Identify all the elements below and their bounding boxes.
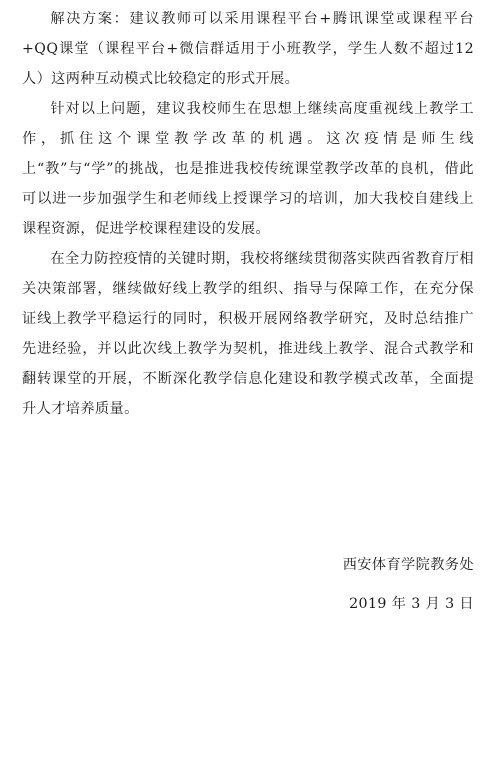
document-body <box>22 0 474 424</box>
signoff-organization: 西安体育学院教务处 <box>342 557 474 573</box>
paragraph-suggestion: 针对以上问题，建议我校师生在思想上继续高度重视线上教学工作，抓住这个课堂教学改革的机遇。这次疫情是师生线上“教”与“学”的挑战，也是推进我校传统课堂教学改革的良机，借此可以进一步加强学生和老师线上授课学习的培训，加大我校自建线上课程资源，促进学校课程建设的发展。 <box>22 101 474 237</box>
paragraph-solution: 解决方案：建议教师可以采用课程平台+腾讯课堂或课程平台+QQ课堂（课程平台+微信群适用于小班教学，学生人数不超过12人）这两种互动模式比较稳定的形式开展。 <box>22 11 474 87</box>
paragraph-plan: 在全力防控疫情的关键时期，我校将继续贯彻落实陕西省教育厅相关决策部署，继续做好线上教学的组织、指导与保障工作，在充分保证线上教学平稳运行的同时，积极开展网络教学研究，及时总结推广先进经验，并以此次线上教学为契机，推进线上教学、混合式教学和翻转课堂的开展，不断深化教学信息化建设和教学模式改革，全面提升人才培养质量。 <box>22 251 474 417</box>
signoff-date: 2019 年 3 月 3 日 <box>349 596 474 612</box>
